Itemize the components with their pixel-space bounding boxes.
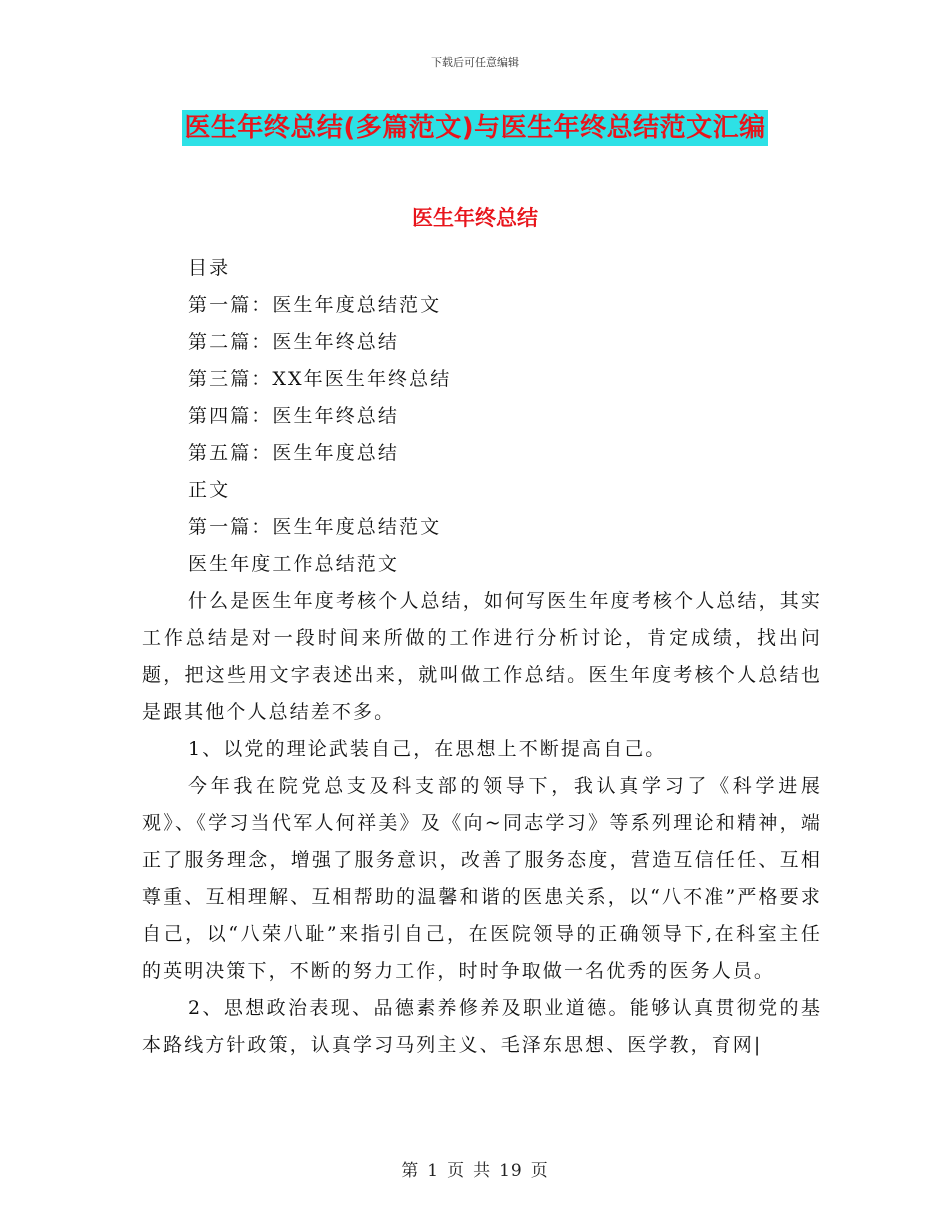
toc-item: 第二篇：医生年终总结 [188, 331, 400, 353]
toc-item: 第四篇：医生年终总结 [188, 405, 400, 427]
body-heading: 正文 [188, 479, 231, 501]
footer-total-prefix: 共 [473, 1161, 492, 1181]
body-paragraph: 今年我在院党总支及科支部的领导下，我认真学习了《科学进展观》、《学习当代军人何祥美》及《向~同志学习》等系列理论和精神，端正了服务理念，增强了服务意识，改善了服务态度，营造互信任任、互相尊重、互相理解、互相帮助的温馨和谐的医患关系，以“八不准”严格要求自己，以“八荣八耻”来指引自己，在医院领导的正确领导下,在科室主任的英明决策下，不断的努力工作，时时争取做一名优秀的医务人员。 [142, 775, 822, 982]
footer-prefix: 第 [401, 1161, 420, 1181]
footer-total-suffix: 页 [530, 1161, 549, 1181]
document-title: 医生年终总结(多篇范文)与医生年终总结范文汇编 [182, 110, 767, 146]
section-title: 医生年终总结 [412, 206, 538, 230]
body-paragraph: 1、以党的理论武装自己，在思想上不断提高自己。 [188, 738, 667, 760]
page-footer [0, 1156, 950, 1181]
toc-item: 第三篇：XX年医生年终总结 [188, 368, 452, 390]
toc-heading: 目录 [188, 257, 231, 279]
body-paragraph: 什么是医生年度考核个人总结，如何写医生年度考核个人总结，其实工作总结是对一段时间来所做的工作进行分析讨论，肯定成绩，找出问题，把这些用文字表述出来，就叫做工作总结。医生年度考核个人总结也是跟其他个人总结差不多。 [142, 590, 822, 723]
page-number: 1 [427, 1161, 440, 1181]
toc-item: 第五篇：医生年度总结 [188, 442, 400, 464]
toc-item: 第一篇：医生年度总结范文 [188, 294, 442, 316]
subheading: 医生年度工作总结范文 [188, 553, 400, 575]
total-pages: 19 [499, 1161, 523, 1181]
document-body [142, 250, 822, 1064]
body-paragraph: 2、思想政治表现、品德素养修养及职业道德。能够认真贯彻党的基本路线方针政策，认真学习马列主义、毛泽东思想、医学教，育网| [142, 997, 822, 1056]
footer-page-suffix: 页 [447, 1161, 466, 1181]
chapter-heading: 第一篇：医生年度总结范文 [188, 516, 442, 538]
header-note: 下载后可任意编辑 [431, 56, 519, 69]
document-title-block [0, 110, 950, 146]
